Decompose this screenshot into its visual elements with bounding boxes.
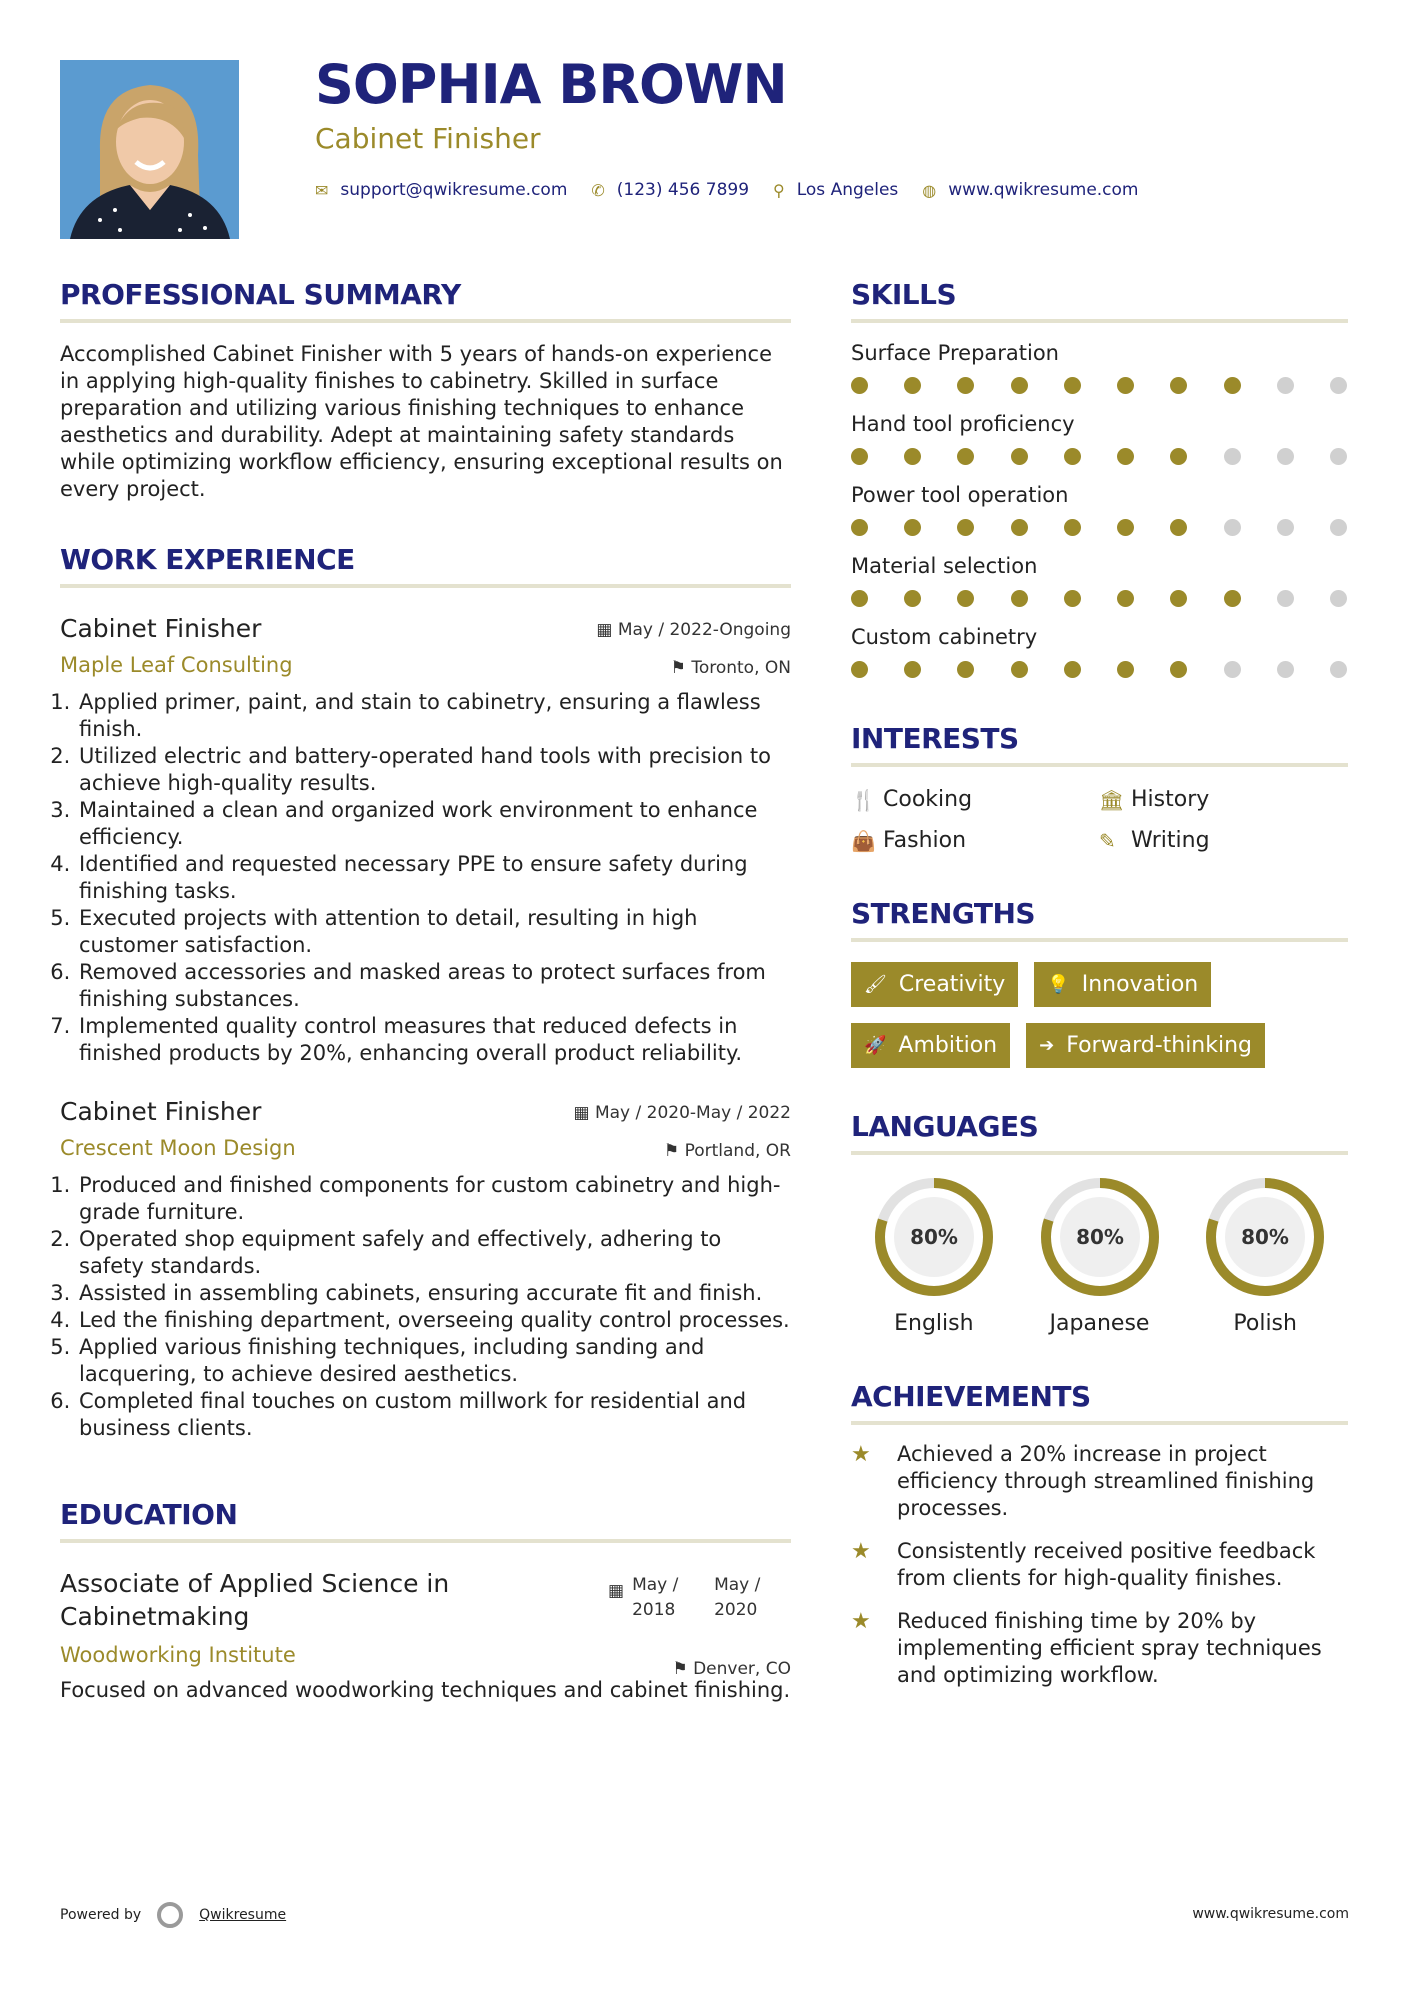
pushpin-icon: ⚑ (663, 1141, 685, 1161)
job-location-text: Portland, OR (684, 1141, 791, 1161)
skill-item (851, 412, 1348, 465)
date-end: May / 2020 (714, 1575, 761, 1620)
language-name: Japanese (1049, 1311, 1150, 1336)
list-item: 1. Produced and finished components for custom cabinetry and high-grade furniture. (77, 1172, 791, 1226)
interests-heading: INTERESTS (851, 722, 1348, 767)
education-description: Focused on advanced woodworking techniques and cabinet finishing. (60, 1678, 791, 1702)
date-start: May / 2018 (632, 1575, 679, 1620)
education-heading: EDUCATION (60, 1498, 791, 1543)
job-entry (60, 614, 791, 1067)
rating-dot (1117, 661, 1134, 678)
skill-item (851, 554, 1348, 607)
rating-dot (957, 519, 974, 536)
globe-icon: ◍ (922, 180, 937, 200)
rating-dot (1011, 448, 1028, 465)
language-percent: 80% (1241, 1225, 1290, 1249)
skill-rating (851, 661, 1347, 678)
strength-label: Forward-thinking (1066, 1033, 1253, 1058)
strength-tag (1034, 962, 1211, 1007)
rating-dot (1277, 590, 1294, 607)
achievement-item (851, 1608, 1348, 1689)
website-text: www.qwikresume.com (948, 180, 1139, 200)
contact-email[interactable] (315, 180, 567, 200)
language-ring (872, 1175, 996, 1299)
interest-item (1099, 828, 1347, 853)
rating-dot (1117, 590, 1134, 607)
rating-dot (1277, 661, 1294, 678)
achievement-item (851, 1441, 1348, 1522)
footer-powered-by (60, 1902, 286, 1928)
list-item: 6. Completed final touches on custom millwork for residential and business clients. (77, 1388, 791, 1442)
left-column (60, 278, 791, 1704)
achievement-text: Consistently received positive feedback from clients for high-quality finishes. (897, 1539, 1316, 1590)
job-bullets (60, 1172, 791, 1442)
strengths-heading: STRENGTHS (851, 897, 1348, 942)
language-name: Polish (1233, 1311, 1297, 1336)
job-date-text: May / 2020-May / 2022 (594, 1103, 791, 1123)
list-item: 7. Implemented quality control measures that reduced defects in finished products by 20%, enhancing overall product reliability. (77, 1013, 791, 1067)
rating-dot (957, 661, 974, 678)
language-ring (1203, 1175, 1327, 1299)
achievements-heading: ACHIEVEMENTS (851, 1380, 1348, 1425)
interest-item (851, 828, 1099, 853)
pushpin-icon: ⚑ (672, 1659, 694, 1679)
languages-list (851, 1175, 1348, 1336)
contact-phone[interactable] (591, 180, 749, 200)
arrow-right-icon: ➔ (1039, 1035, 1055, 1056)
star-icon: ★ (851, 1539, 871, 1564)
job-location (664, 1141, 791, 1161)
strength-tag (851, 1023, 1010, 1068)
interests-list (851, 787, 1348, 853)
rating-dot (904, 377, 921, 394)
rating-dot (957, 448, 974, 465)
work-heading: WORK EXPERIENCE (60, 543, 791, 588)
envelope-icon: ✉ (315, 180, 329, 200)
skill-name: Hand tool proficiency (851, 412, 1075, 436)
location-text: Los Angeles (796, 180, 899, 200)
rating-dot (1170, 448, 1187, 465)
rating-dot (1224, 448, 1241, 465)
rating-dot (1224, 377, 1241, 394)
summary-text: Accomplished Cabinet Finisher with 5 years of hands-on experience in applying high-quality finishes to cabinetry. Skilled in surface preparation and utilizing various finishing techniques to enhance aesthetics and durability. Adept at maintaining safety standards while optimizing workflow efficiency, ensuring exceptional results on every project. (60, 342, 783, 501)
candidate-title: Cabinet Finisher (315, 122, 541, 155)
rating-dot (1117, 448, 1134, 465)
rating-dot (1330, 590, 1347, 607)
rating-dot (851, 661, 868, 678)
email-text: support@qwikresume.com (340, 180, 568, 200)
language-name: English (894, 1311, 974, 1336)
rating-dot (1064, 661, 1081, 678)
rating-dot (1117, 519, 1134, 536)
resume-header (315, 53, 787, 155)
languages-heading: LANGUAGES (851, 1110, 1348, 1155)
powered-by-text: Powered by (60, 1907, 142, 1923)
skills-heading: SKILLS (851, 278, 1348, 323)
footer-url[interactable]: www.qwikresume.com (1192, 1906, 1349, 1922)
rating-dot (957, 590, 974, 607)
contact-bar (315, 180, 1163, 200)
job-company: Crescent Moon Design (60, 1136, 296, 1160)
rating-dot (851, 377, 868, 394)
school-name: Woodworking Institute (60, 1643, 296, 1667)
education-location-text: Denver, CO (693, 1659, 791, 1679)
skill-name: Custom cabinetry (851, 625, 1038, 649)
language-item (1182, 1175, 1348, 1336)
skill-item (851, 625, 1348, 678)
skill-rating (851, 590, 1347, 607)
rating-dot (1330, 377, 1347, 394)
degree-title: Associate of Applied Science in Cabinetmaking (60, 1569, 450, 1631)
list-item: 4. Identified and requested necessary PPE to ensure safety during finishing tasks. (77, 851, 791, 905)
strength-tag (851, 962, 1018, 1007)
rating-dot (851, 448, 868, 465)
list-item: 1. Applied primer, paint, and stain to cabinetry, ensuring a flawless finish. (77, 689, 791, 743)
right-column (851, 278, 1348, 1689)
rating-dot (1170, 377, 1187, 394)
rating-dot (904, 519, 921, 536)
skill-item (851, 341, 1348, 394)
contact-website[interactable] (922, 180, 1138, 200)
museum-icon: 🏛 (1099, 787, 1125, 812)
rating-dot (1064, 519, 1081, 536)
qwikresume-logo-icon (157, 1902, 183, 1928)
job-location-text: Toronto, ON (691, 658, 791, 678)
star-icon: ★ (851, 1442, 871, 1467)
skill-name: Surface Preparation (851, 341, 1059, 365)
job-date (574, 1103, 792, 1123)
shopping-bag-icon: 👜 (851, 828, 876, 853)
pencil-icon: ✎ (1099, 828, 1116, 853)
phone-text: (123) 456 7899 (616, 180, 750, 200)
rating-dot (1011, 377, 1028, 394)
skill-name: Material selection (851, 554, 1038, 578)
rating-dot (1277, 377, 1294, 394)
rating-dot (1170, 519, 1187, 536)
language-item (851, 1175, 1017, 1336)
list-item: 3. Maintained a clean and organized work environment to enhance efficiency. (77, 797, 791, 851)
education-date (608, 1573, 796, 1623)
map-pin-icon: ⚲ (773, 180, 785, 200)
rating-dot (957, 377, 974, 394)
strength-label: Creativity (898, 972, 1006, 997)
skills-list (851, 341, 1348, 678)
rating-dot (904, 448, 921, 465)
job-title: Cabinet Finisher (60, 1097, 262, 1126)
achievements-list (851, 1441, 1348, 1689)
paintbrush-icon: 🖌 (864, 974, 887, 995)
rating-dot (1064, 377, 1081, 394)
candidate-name: SOPHIA BROWN (315, 53, 787, 116)
calendar-icon: ▦ (573, 1103, 595, 1123)
rating-dot (1117, 377, 1134, 394)
education-entry (60, 1567, 791, 1704)
rating-dot (904, 590, 921, 607)
interest-label: Cooking (883, 787, 973, 812)
job-bullets (60, 689, 791, 1067)
rating-dot (1277, 448, 1294, 465)
education-location (672, 1659, 791, 1679)
list-item: 5. Executed projects with attention to detail, resulting in high customer satisfaction. (77, 905, 791, 959)
rating-dot (1330, 448, 1347, 465)
strength-tag (1026, 1023, 1265, 1068)
skill-name: Power tool operation (851, 483, 1069, 507)
brand-link[interactable]: Qwikresume (199, 1907, 287, 1923)
pushpin-icon: ⚑ (670, 658, 692, 678)
rating-dot (851, 519, 868, 536)
rating-dot (1277, 519, 1294, 536)
contact-location (773, 180, 898, 200)
strength-label: Innovation (1081, 972, 1199, 997)
language-percent: 80% (1075, 1225, 1124, 1249)
strength-label: Ambition (898, 1033, 998, 1058)
rating-dot (1330, 519, 1347, 536)
list-item: 2. Operated shop equipment safely and effectively, adhering to safety standards. (77, 1226, 791, 1280)
list-item: 6. Removed accessories and masked areas to protect surfaces from finishing substances. (77, 959, 791, 1013)
skill-item (851, 483, 1348, 536)
rating-dot (1224, 661, 1241, 678)
rating-dot (1064, 590, 1081, 607)
skill-rating (851, 519, 1347, 536)
rating-dot (904, 661, 921, 678)
rating-dot (851, 590, 868, 607)
job-location (671, 658, 791, 678)
list-item: 2. Utilized electric and battery-operated hand tools with precision to achieve high-quality results. (77, 743, 791, 797)
summary-heading: PROFESSIONAL SUMMARY (60, 278, 791, 323)
skill-rating (851, 377, 1347, 394)
calendar-icon: ▦ (608, 1581, 625, 1601)
portrait-illustration (60, 60, 239, 239)
language-percent: 80% (909, 1225, 958, 1249)
list-item: 4. Led the finishing department, overseeing quality control processes. (77, 1307, 791, 1334)
phone-icon: ✆ (591, 180, 605, 200)
job-date (596, 620, 791, 640)
interest-item (1099, 787, 1347, 812)
rating-dot (1170, 661, 1187, 678)
achievement-text: Achieved a 20% increase in project efficiency through streamlined finishing processes. (897, 1442, 1315, 1520)
rating-dot (1170, 590, 1187, 607)
job-date-text: May / 2022-Ongoing (617, 620, 791, 640)
profile-photo (60, 60, 239, 239)
language-item (1017, 1175, 1183, 1336)
utensils-icon: 🍴 (851, 787, 876, 812)
list-item: 3. Assisted in assembling cabinets, ensuring accurate fit and finish. (77, 1280, 791, 1307)
list-item: 5. Applied various finishing techniques, including sanding and lacquering, to achieve desired aesthetics. (77, 1334, 791, 1388)
lightbulb-icon: 💡 (1047, 974, 1070, 995)
calendar-icon: ▦ (596, 620, 618, 640)
language-ring (1038, 1175, 1162, 1299)
rating-dot (1224, 590, 1241, 607)
job-entry (60, 1097, 791, 1442)
rating-dot (1011, 590, 1028, 607)
rating-dot (1064, 448, 1081, 465)
star-icon: ★ (851, 1609, 871, 1634)
rating-dot (1011, 661, 1028, 678)
skill-rating (851, 448, 1347, 465)
interest-item (851, 787, 1099, 812)
interest-label: Writing (1131, 828, 1210, 853)
achievement-text: Reduced finishing time by 20% by implementing efficient spray techniques and optimizing workflow. (897, 1609, 1322, 1687)
job-company: Maple Leaf Consulting (60, 653, 293, 677)
achievement-item (851, 1538, 1348, 1592)
rating-dot (1330, 661, 1347, 678)
strengths-list (851, 962, 1331, 1084)
interest-label: Fashion (883, 828, 967, 853)
rocket-icon: 🚀 (864, 1035, 887, 1056)
rating-dot (1224, 519, 1241, 536)
interest-label: History (1131, 787, 1210, 812)
job-title: Cabinet Finisher (60, 614, 262, 643)
rating-dot (1011, 519, 1028, 536)
